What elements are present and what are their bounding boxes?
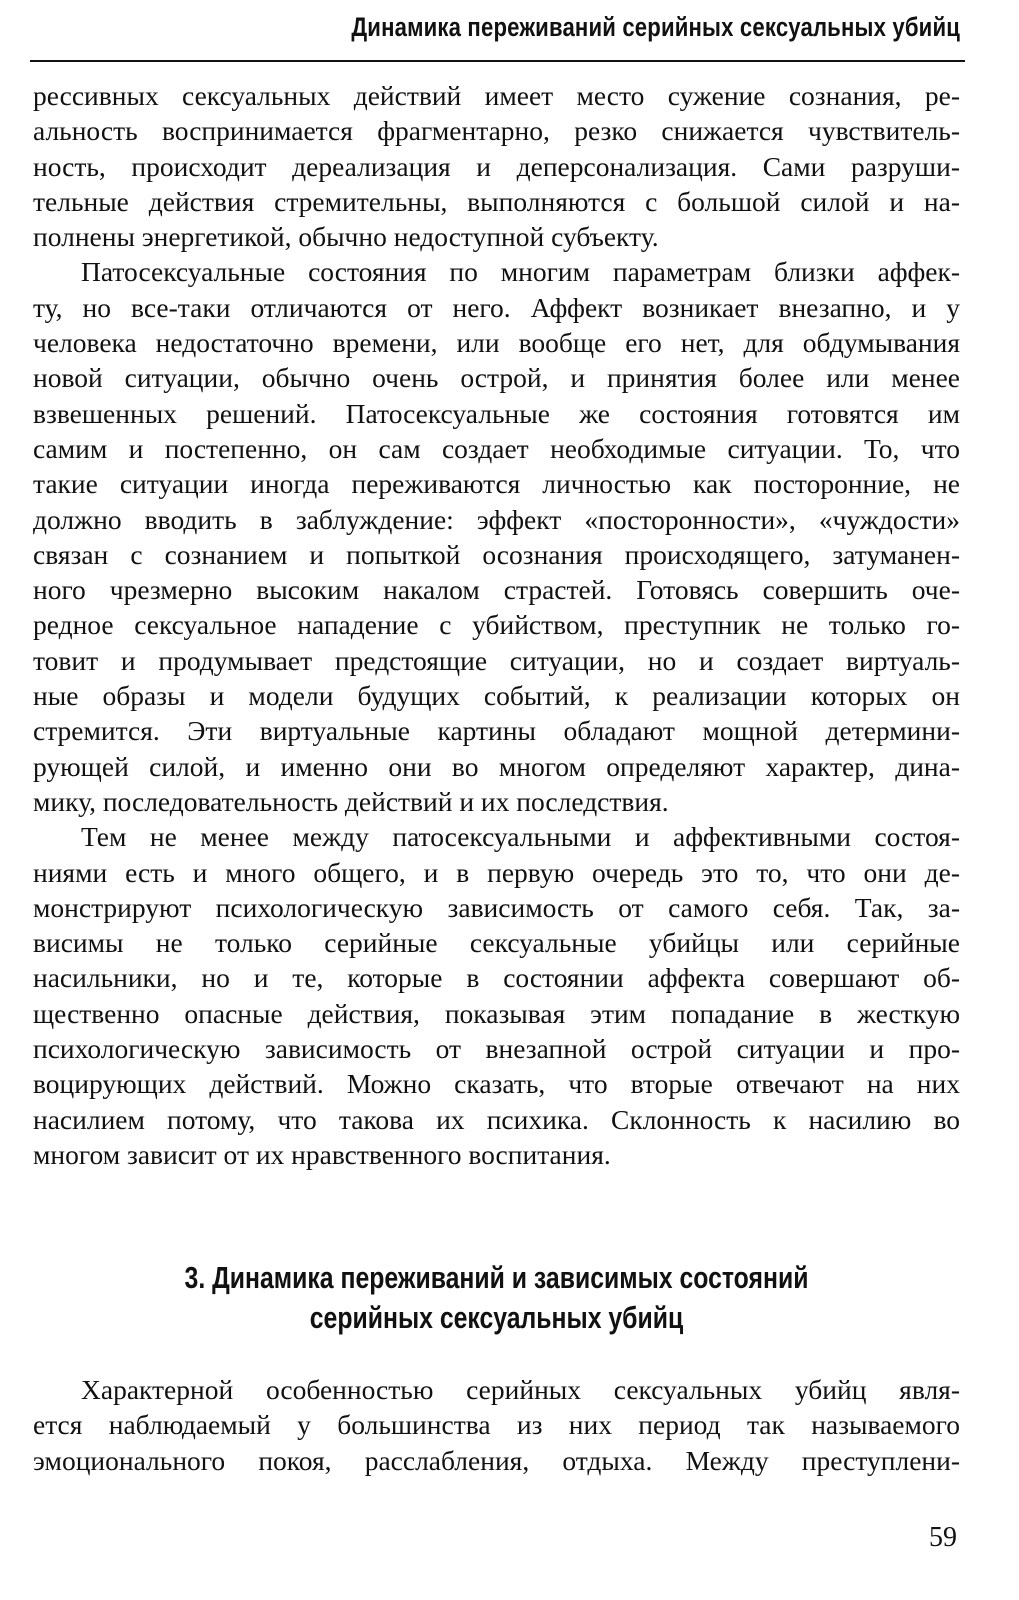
- text-line: альность воспринимается фрагментарно, резко снижается чувствитель-: [33, 115, 960, 147]
- text-line: многом зависит от их нравственного воспитания.: [33, 1138, 611, 1170]
- text-line: монстрируют психологическую зависимость от самого себя. Так, за-: [33, 891, 960, 923]
- running-header: Динамика переживаний серийных сексуальных убийц: [351, 12, 960, 42]
- text-line: висимы не только серийные сексуальные убийцы или серийные: [33, 927, 960, 959]
- text-line: взвешенных решений. Патосексуальные же состояния готовятся им: [33, 397, 960, 429]
- text-line: ту, но все-таки отличаются от него. Аффект возникает внезапно, и у: [33, 291, 960, 323]
- text-line: ного чрезмерно высоким накалом страстей. Готовясь совершить оче-: [33, 574, 960, 606]
- body-text: [33, 1372, 960, 1478]
- text-line: Характерной особенностью серийных сексуальных убийц явля-: [81, 1374, 960, 1405]
- text-line: рующей силой, и именно они во многом определяют характер, дина-: [33, 750, 960, 782]
- section-heading-line: 3. Динамика переживаний и зависимых состояний: [184, 1260, 809, 1295]
- text-line: связан с сознанием и попыткой осознания происходящего, затуманен-: [33, 538, 960, 570]
- text-line: тельные действия стремительны, выполняются с большой силой и на-: [33, 185, 960, 217]
- text-line: эмоционального покоя, расслабления, отдыха. Между преступлени-: [33, 1444, 960, 1476]
- text-line: Тем не менее между патосексуальными и аффективными состоя-: [81, 821, 960, 853]
- text-line: редное сексуальное нападение с убийством, преступник не только го-: [33, 609, 960, 641]
- text-line: насильники, но и те, которые в состоянии аффекта совершают об-: [33, 962, 960, 994]
- text-line: самим и постепенно, он сам создает необходимые ситуации. То, что: [33, 432, 960, 464]
- section-heading: [33, 1258, 960, 1338]
- text-line: человека недостаточно времени, или вообще его нет, для обдумывания: [33, 327, 960, 359]
- text-line: рессивных сексуальных действий имеет место сужение сознания, ре-: [33, 80, 960, 111]
- section-heading-line: серийных сексуальных убийц: [309, 1300, 684, 1335]
- text-line: новой ситуации, обычно очень острой, и принятия более или менее: [33, 362, 960, 394]
- text-line: психологическую зависимость от внезапной острой ситуации и про-: [33, 1033, 960, 1065]
- text-line: такие ситуации иногда переживаются личностью как посторонние, не: [33, 468, 960, 500]
- body-text: [33, 78, 960, 1172]
- header-rule: [30, 60, 965, 62]
- text-line: товит и продумывает предстоящие ситуации, но и создает виртуаль-: [33, 644, 960, 676]
- page-number: 59: [929, 1522, 957, 1553]
- text-line: ность, происходит дереализация и деперсонализация. Сами разруши-: [33, 150, 960, 182]
- text-line: стремится. Эти виртуальные картины обладают мощной детермини-: [33, 715, 960, 747]
- text-line: должно вводить в заблуждение: эффект «посторонности», «чуждости»: [33, 503, 960, 535]
- text-line: ется наблюдаемый у большинства из них период так называемого: [33, 1409, 960, 1441]
- text-line: воцирующих действий. Можно сказать, что вторые отвечают на них: [33, 1068, 960, 1100]
- text-line: Патосексуальные состояния по многим параметрам близки аффек-: [81, 256, 960, 288]
- text-line: ные образы и модели будущих событий, к реализации которых он: [33, 680, 960, 712]
- text-line: щественно опасные действия, показывая этим попадание в жесткую: [33, 997, 960, 1029]
- text-line: мику, последовательность действий и их последствия.: [33, 785, 669, 817]
- text-line: ниями есть и много общего, и в первую очередь это то, что они де-: [33, 856, 960, 888]
- text-line: насилием потому, что такова их психика. Склонность к насилию во: [33, 1103, 960, 1135]
- text-line: полнены энергетикой, обычно недоступной субъекту.: [33, 221, 659, 253]
